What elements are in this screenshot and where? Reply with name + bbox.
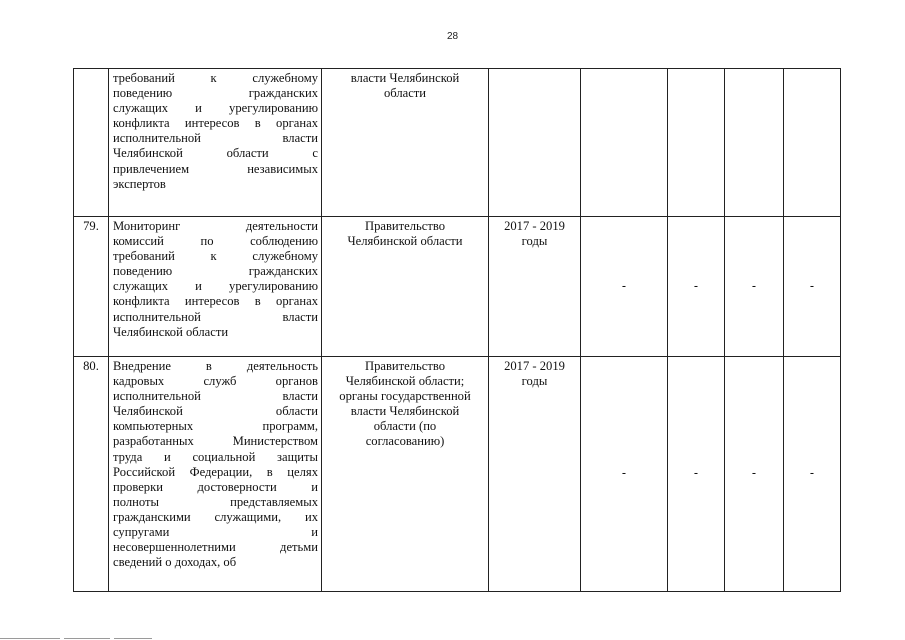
table-row: [74, 217, 841, 357]
responsible-line: Челябинской области;: [345, 374, 465, 389]
description-line: экспертов: [113, 176, 166, 191]
description-line: полноты представляемых: [113, 494, 318, 509]
responsible-executor: [322, 69, 489, 217]
responsible-line: Правительство: [364, 219, 446, 233]
responsible-line: области (по: [373, 419, 437, 434]
term-line: годы: [521, 374, 548, 389]
description-line: Челябинской области: [113, 324, 229, 339]
description-line: Мониторинг деятельности: [113, 219, 318, 233]
funding-value-1: [581, 69, 668, 217]
implementation-term: [489, 357, 581, 592]
description-line: требований к служебному: [113, 71, 318, 85]
term-line: 2017 - 2019: [504, 219, 565, 233]
table-row: [74, 357, 841, 592]
description-line: сведений о доходах, об: [113, 555, 237, 570]
description-line: конфликта интересов в органах: [113, 116, 318, 131]
responsible-executor: [322, 357, 489, 592]
responsible-line: власти Челябинской: [350, 71, 460, 85]
term-line: годы: [521, 234, 548, 249]
funding-value-2: [668, 69, 725, 217]
description-line: требований к служебному: [113, 249, 318, 264]
funding-value-4: -: [784, 357, 841, 592]
description-line: Внедрение в деятельность: [113, 359, 318, 373]
responsible-line: области: [383, 86, 427, 101]
description-line: Челябинской области: [113, 404, 318, 419]
page-number: 28: [446, 31, 459, 42]
funding-value-1: -: [581, 357, 668, 592]
funding-value-3: [725, 69, 784, 217]
row-number: [74, 69, 109, 217]
responsible-executor: [322, 217, 489, 357]
row-number: 79.: [74, 217, 109, 357]
description-line: служащих и урегулированию: [113, 279, 318, 294]
activity-description: [109, 357, 322, 592]
funding-value-4: -: [784, 217, 841, 357]
description-line: исполнительной власти: [113, 131, 318, 146]
responsible-line: Правительство: [364, 359, 446, 373]
description-line: Российской Федерации, в целях: [113, 464, 318, 479]
funding-value-3: -: [725, 357, 784, 592]
description-line: служащих и урегулированию: [113, 101, 318, 116]
row-number: 80.: [74, 357, 109, 592]
funding-value-2: -: [668, 357, 725, 592]
description-line: конфликта интересов в органах: [113, 294, 318, 309]
description-line: поведению гражданских: [113, 86, 318, 101]
bottom-edge-line: [0, 636, 905, 640]
responsible-line: органы государственной: [339, 389, 471, 404]
description-line: супругами и: [113, 525, 318, 540]
funding-value-2: -: [668, 217, 725, 357]
description-line: поведению гражданских: [113, 264, 318, 279]
description-line: компьютерных программ,: [113, 419, 318, 434]
description-line: проверки достоверности и: [113, 479, 318, 494]
description-line: Челябинской области с: [113, 146, 318, 161]
description-line: исполнительной власти: [113, 389, 318, 404]
responsible-line: власти Челябинской: [350, 404, 460, 419]
description-line: исполнительной власти: [113, 309, 318, 324]
description-line: несовершеннолетними детьми: [113, 540, 318, 555]
description-line: труда и социальной защиты: [113, 449, 318, 464]
activity-description: [109, 69, 322, 217]
activity-description: [109, 217, 322, 357]
responsible-line: Челябинской области: [347, 234, 463, 249]
funding-value-1: -: [581, 217, 668, 357]
funding-value-4: [784, 69, 841, 217]
description-line: разработанных Министерством: [113, 434, 318, 449]
plan-table: [73, 68, 841, 592]
implementation-term: [489, 69, 581, 217]
term-line: 2017 - 2019: [504, 359, 565, 373]
responsible-line: согласованию): [365, 434, 445, 449]
description-line: кадровых служб органов: [113, 374, 318, 389]
table-row: [74, 69, 841, 217]
funding-value-3: -: [725, 217, 784, 357]
implementation-term: [489, 217, 581, 357]
description-line: гражданскими служащими, их: [113, 509, 318, 524]
description-line: комиссий по соблюдению: [113, 234, 318, 249]
description-line: привлечением независимых: [113, 161, 318, 176]
